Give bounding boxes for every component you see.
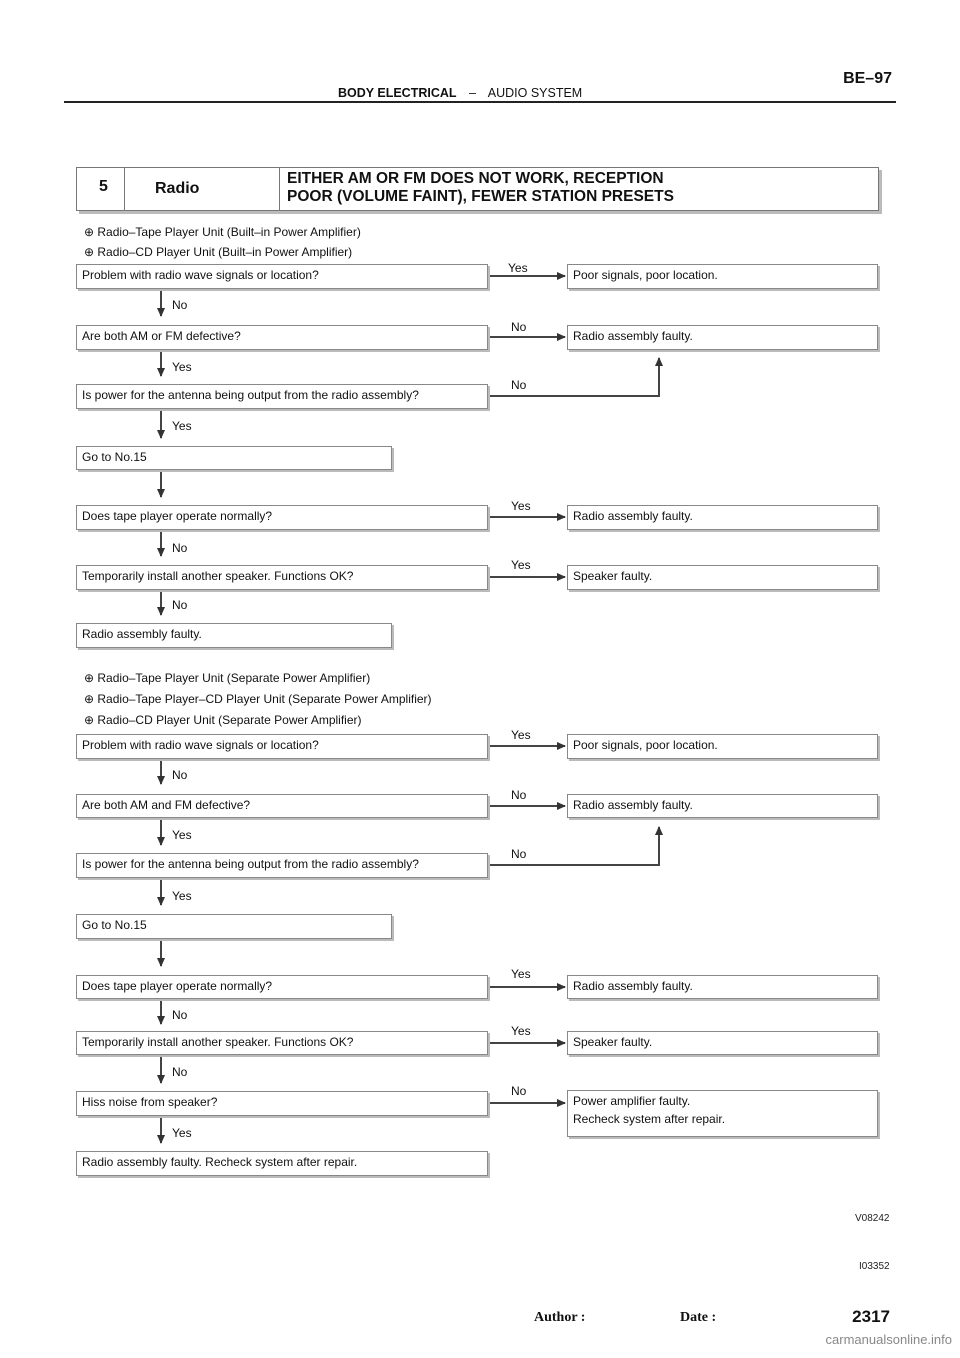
question-box: Does tape player operate normally?: [76, 505, 488, 530]
yes-label: Yes: [172, 1126, 192, 1140]
model-bullet: ⊕ Radio–CD Player Unit (Built–in Power Amplifier): [84, 245, 353, 259]
figure-code: I03352: [859, 1261, 890, 1272]
model-bullet: ⊕ Radio–Tape Player–CD Player Unit (Separate Power Amplifier): [84, 692, 432, 706]
question-box: Problem with radio wave signals or location?: [76, 264, 488, 289]
result-box: [567, 1090, 878, 1137]
symptom-line-1: EITHER AM OR FM DOES NOT WORK, RECEPTION: [287, 170, 664, 187]
section-dash: –: [469, 86, 476, 100]
no-label: No: [511, 378, 527, 392]
result-box: Radio assembly faulty.: [567, 975, 878, 999]
yes-label: Yes: [508, 261, 528, 275]
result-box: Radio assembly faulty. Recheck system after repair.: [76, 1151, 488, 1176]
yes-label: Yes: [172, 419, 192, 433]
no-label: No: [511, 847, 527, 861]
step-box: Go to No.15: [76, 914, 392, 939]
question-box: Temporarily install another speaker. Functions OK?: [76, 565, 488, 590]
trouble-system: Radio: [155, 180, 200, 197]
model-bullet: ⊕ Radio–Tape Player Unit (Separate Power Amplifier): [84, 671, 371, 685]
model-bullet: ⊕ Radio–CD Player Unit (Separate Power Amplifier): [84, 713, 362, 727]
question-box: Are both AM or FM defective?: [76, 325, 488, 350]
result-line-2: Recheck system after repair.: [573, 1112, 726, 1126]
page-number-footer: 2317: [852, 1307, 890, 1326]
section-title: BODY ELECTRICAL: [338, 86, 457, 100]
no-label: No: [172, 768, 188, 782]
page-number-header: BE–97: [843, 70, 892, 87]
yes-label: Yes: [511, 728, 531, 742]
yes-label: Yes: [511, 967, 531, 981]
question-box: Does tape player operate normally?: [76, 975, 488, 999]
bullet-text: Radio–Tape Player–CD Player Unit (Separate Power Amplifier): [97, 692, 432, 706]
bullet-text: Radio–Tape Player Unit (Separate Power Amplifier): [97, 671, 371, 685]
date-label: Date :: [680, 1310, 717, 1325]
no-label: No: [511, 320, 527, 334]
result-box: Poor signals, poor location.: [567, 264, 878, 289]
yes-label: Yes: [172, 360, 192, 374]
result-box: Speaker faulty.: [567, 1031, 878, 1055]
result-box: Radio assembly faulty.: [567, 325, 878, 350]
no-label: No: [172, 1008, 188, 1022]
result-box: Speaker faulty.: [567, 565, 878, 590]
no-label: No: [511, 788, 527, 802]
trouble-number: 5: [99, 178, 108, 195]
result-box: Poor signals, poor location.: [567, 734, 878, 759]
result-box: Radio assembly faulty.: [567, 505, 878, 530]
yes-label: Yes: [511, 558, 531, 572]
symptom-line-2: POOR (VOLUME FAINT), FEWER STATION PRESETS: [287, 188, 674, 205]
question-box: Problem with radio wave signals or location?: [76, 734, 488, 759]
no-label: No: [172, 1065, 188, 1079]
watermark: carmanualsonline.info: [825, 1332, 952, 1347]
yes-label: Yes: [172, 828, 192, 842]
yes-label: Yes: [511, 499, 531, 513]
author-label: Author :: [534, 1310, 586, 1325]
result-box: Radio assembly faulty.: [76, 623, 392, 648]
yes-label: Yes: [172, 889, 192, 903]
question-box: Hiss noise from speaker?: [76, 1091, 488, 1116]
bullet-text: Radio–Tape Player Unit (Built–in Power Amplifier): [97, 225, 361, 239]
bullet-text: Radio–CD Player Unit (Built–in Power Amplifier): [97, 245, 353, 259]
subsection-title: AUDIO SYSTEM: [487, 86, 583, 100]
step-box: Go to No.15: [76, 446, 392, 470]
question-box: Are both AM and FM defective?: [76, 794, 488, 818]
figure-code: V08242: [855, 1213, 890, 1224]
question-box: Is power for the antenna being output from the radio assembly?: [76, 853, 488, 878]
no-label: No: [172, 298, 188, 312]
question-box: Is power for the antenna being output from the radio assembly?: [76, 384, 488, 409]
bullet-text: Radio–CD Player Unit (Separate Power Amplifier): [97, 713, 362, 727]
no-label: No: [172, 541, 188, 555]
result-line-1: Power amplifier faulty.: [573, 1094, 691, 1108]
yes-label: Yes: [511, 1024, 531, 1038]
no-label: No: [172, 598, 188, 612]
question-box: Temporarily install another speaker. Functions OK?: [76, 1031, 488, 1055]
model-bullet: ⊕ Radio–Tape Player Unit (Built–in Power Amplifier): [84, 225, 361, 239]
no-label: No: [511, 1084, 527, 1098]
result-box: Radio assembly faulty.: [567, 794, 878, 818]
